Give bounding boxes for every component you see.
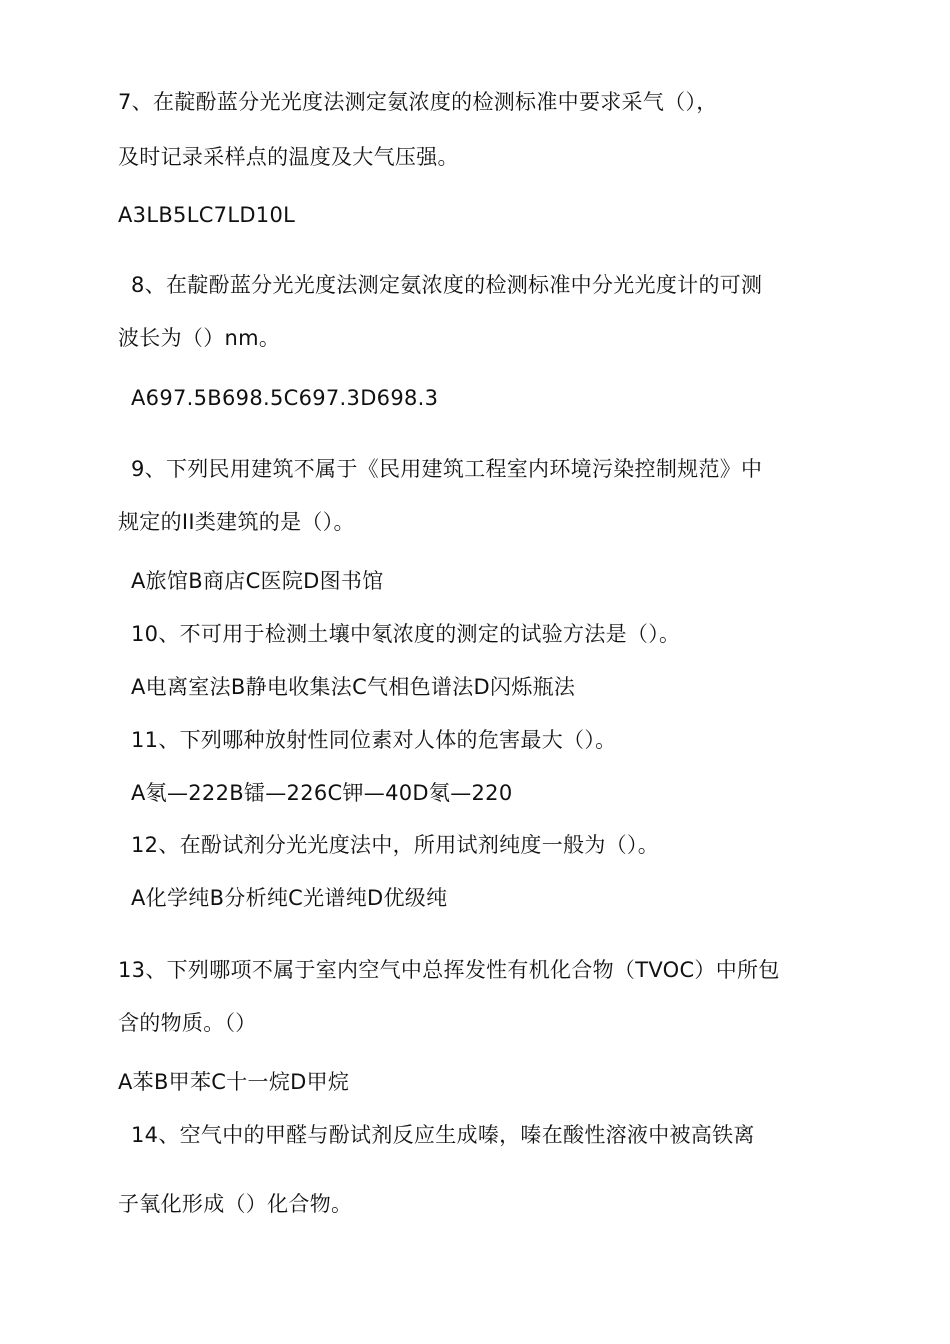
q7-stem-line-2: 及时记录采样点的温度及大气压强。	[118, 145, 459, 169]
q8-options: A697.5B698.5C697.3D698.3	[131, 386, 439, 410]
q10-options: A电离室法B静电收集法C气相色谱法D闪烁瓶法	[131, 675, 576, 699]
q9-stem-line-1: 9、下列民用建筑不属于《民用建筑工程室内环境污染控制规范》中	[131, 457, 763, 481]
q10-stem: 10、不可用于检测土壤中氡浓度的测定的试验方法是（）。	[131, 622, 681, 646]
q13-options: A苯B甲苯C十一烷D甲烷	[118, 1070, 350, 1094]
q13-stem-line-1: 13、下列哪项不属于室内空气中总挥发性有机化合物（TVOC）中所包	[118, 958, 780, 982]
q12-options: A化学纯B分析纯C光谱纯D优级纯	[131, 886, 448, 910]
q9-stem-line-2: 规定的II类建筑的是（）。	[118, 510, 355, 534]
q8-stem-line-2: 波长为（）nm。	[118, 326, 281, 350]
q14-stem-line-1: 14、空气中的甲醛与酚试剂反应生成嗪，嗪在酸性溶液中被高铁离	[131, 1123, 755, 1147]
q14-stem-line-2: 子氧化形成（）化合物。	[118, 1192, 353, 1216]
q11-options: A氡—222B镭—226C钾—40D氡—220	[131, 781, 513, 805]
q7-options: A3LB5LC7LD10L	[118, 203, 296, 227]
q7-stem-line-1: 7、在靛酚蓝分光光度法测定氨浓度的检测标准中要求采气（），	[118, 90, 718, 114]
q9-options: A旅馆B商店C医院D图书馆	[131, 569, 384, 593]
q12-stem: 12、在酚试剂分光光度法中，所用试剂纯度一般为（）。	[131, 833, 660, 857]
q11-stem: 11、下列哪种放射性同位素对人体的危害最大（）。	[131, 728, 617, 752]
q8-stem-line-1: 8、在靛酚蓝分光光度法测定氨浓度的检测标准中分光光度计的可测	[131, 273, 763, 297]
q13-stem-line-2: 含的物质。（）	[118, 1011, 257, 1035]
